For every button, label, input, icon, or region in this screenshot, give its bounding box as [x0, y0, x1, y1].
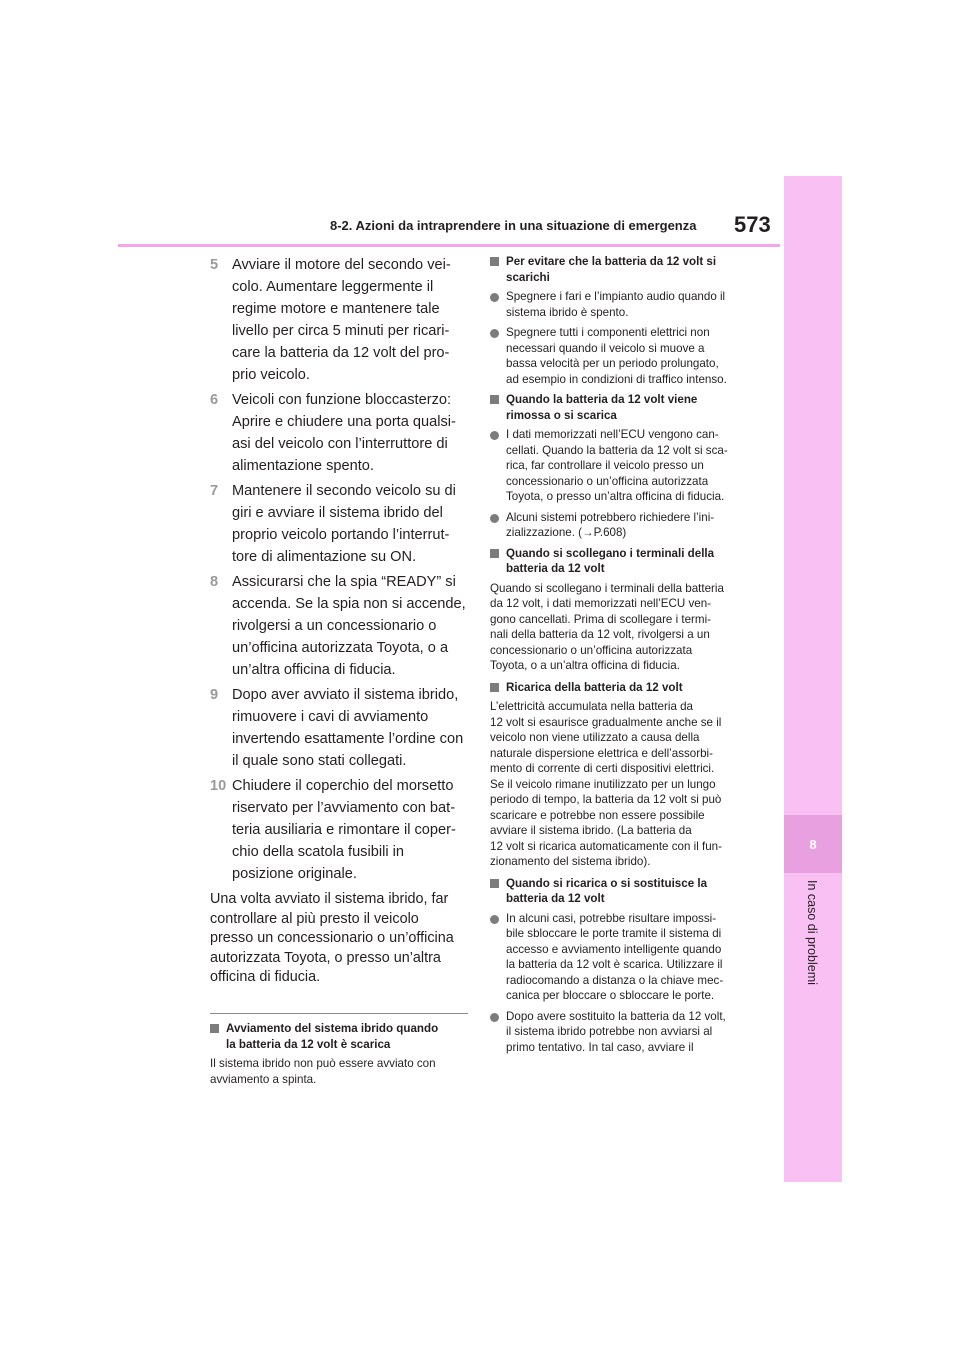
text-line: necessari quando il veicolo si muove a: [506, 341, 705, 355]
text-line: il sistema ibrido potrebbe non avviarsi al: [506, 1025, 713, 1038]
text-line: bile sbloccare le porte tramite il sistema di: [506, 927, 722, 940]
section-heading: [490, 680, 762, 696]
text-line: canica per bloccare o sbloccare le porte.: [506, 989, 715, 1002]
text-line: Spegnere tutti i componenti elettrici non: [506, 326, 710, 339]
text-line: Se il veicolo rimane inutilizzato per un lungo: [490, 777, 716, 791]
page-number: 573: [734, 212, 771, 237]
step-number: 5: [210, 257, 219, 273]
header-divider: [118, 244, 780, 247]
square-bullet-icon: [490, 395, 499, 404]
text-line: ad esempio in condizioni di traffico intenso.: [506, 372, 727, 386]
bullet-item: [490, 1009, 762, 1056]
text-line: alimentazione spento.: [232, 458, 374, 474]
text-line: accenda. Se la spia non si accende,: [232, 596, 466, 612]
text-line: Toyota, o presso un’altra officina di fiducia.: [506, 490, 725, 503]
square-bullet-icon: [490, 879, 499, 888]
text-line: giri e avviare il sistema ibrido del: [232, 505, 443, 521]
circle-bullet-icon: [490, 329, 499, 338]
bullet-item: [490, 325, 762, 387]
note-heading-text: [226, 1021, 468, 1052]
text-line: veicolo non viene utilizzato a causa della: [490, 731, 700, 744]
step-item: [210, 480, 468, 568]
text-line: rivolgersi a un concessionario o: [232, 618, 437, 634]
text-line: Toyota, o a un’altra officina di fiducia.: [490, 659, 680, 672]
text-line: la batteria da 12 volt è scarica. Utilizzare il: [506, 958, 723, 971]
text-line: primo tentativo. In tal caso, avviare il: [506, 1040, 694, 1054]
text-line: da 12 volt, i dati memorizzati nell’ECU ven-: [490, 597, 712, 610]
text-line: invertendo esattamente l’ordine con: [232, 731, 464, 747]
text-line: avviamento a spinta.: [210, 1072, 317, 1086]
text-line: 12 volt si ricarica automaticamente con il fun-: [490, 839, 722, 853]
text-line: rimuovere i cavi di avviamento: [232, 709, 429, 725]
text-line: zionamento del sistema ibrido).: [490, 855, 651, 868]
text-line: concessionario o un’officina autorizzata: [490, 643, 693, 657]
circle-bullet-icon: [490, 514, 499, 523]
text-line: Chiudere il coperchio del morsetto: [232, 778, 454, 794]
text-line: la batteria da 12 volt è scarica: [226, 1037, 391, 1051]
text-line: gono cancellati. Prima di scollegare i termi-: [490, 612, 712, 626]
text-line: colo. Aumentare leggermente il: [232, 279, 434, 295]
text-line: teria ausiliaria e rimontare il coper-: [232, 822, 456, 838]
text-line: Ricarica della batteria da 12 volt: [506, 680, 683, 694]
text-line: periodo di tempo, la batteria da 12 volt si può: [490, 793, 722, 806]
text-line: scaricare e potrebbe non essere possibile: [490, 808, 705, 822]
text-line: I dati memorizzati nell’ECU vengono can-: [506, 428, 719, 441]
text-line: chio della scatola fusibili in: [232, 844, 404, 860]
text-line: proprio veicolo portando l’interrut-: [232, 527, 450, 543]
text-line: un’altra officina di fiducia.: [232, 662, 396, 678]
text-line: In alcuni casi, potrebbe risultare impossi-: [506, 911, 717, 925]
steps-list: [210, 254, 468, 885]
section-heading: [490, 876, 762, 907]
bullet-item: [490, 510, 762, 541]
chapter-label-container: [803, 880, 823, 1040]
text-line: mento di corrente di certi dispositivi elettrici.: [490, 762, 715, 775]
text-line: Assicurarsi che la spia “READY” si: [232, 574, 456, 590]
square-bullet-icon: [490, 549, 499, 558]
step-number: 7: [210, 483, 219, 499]
text-line: Spegnere i fari e l’impianto audio quando il: [506, 290, 726, 303]
text-line: asi del veicolo con l’interruttore di: [232, 436, 448, 452]
section-body: [490, 699, 762, 870]
step-item: [210, 775, 468, 885]
section-body: [490, 581, 762, 674]
closing-paragraph: [210, 890, 468, 988]
square-bullet-icon: [490, 257, 499, 266]
section-heading: [490, 254, 762, 285]
text-line: sistema ibrido è spento.: [506, 305, 629, 319]
text-line: scarichi: [506, 270, 550, 284]
text-line: livello per circa 5 minuti per ricari-: [232, 323, 450, 339]
text-line: batteria da 12 volt: [506, 562, 605, 575]
bullet-item: [490, 289, 762, 320]
text-line: bassa velocità per un periodo prolungato,: [506, 357, 719, 370]
bullet-item: [490, 911, 762, 1004]
left-note: [210, 1021, 468, 1093]
text-line: Alcuni sistemi potrebbero richiedere l’ini-: [506, 510, 715, 524]
left-column: [210, 254, 468, 988]
text-line: autorizzata Toyota, o presso un’altra: [210, 949, 441, 966]
text-line: Quando si ricarica o si sostituisce la: [506, 876, 708, 890]
text-line: il quale sono stati collegati.: [232, 753, 407, 769]
step-item: [210, 389, 468, 477]
text-line: accesso e avviamento intelligente quando: [506, 942, 722, 956]
note-heading: [210, 1021, 468, 1052]
text-line: regime motore e mantenere tale: [232, 301, 440, 317]
chapter-label: In caso di problemi: [805, 880, 819, 985]
text-line: avviare il sistema ibrido. (La batteria da: [490, 824, 692, 837]
text-line: posizione originale.: [232, 866, 357, 882]
text-line: cellati. Quando la batteria da 12 volt si sca-: [506, 443, 728, 457]
step-item: [210, 684, 468, 772]
square-bullet-icon: [490, 683, 499, 692]
step-number: 9: [210, 687, 219, 703]
circle-bullet-icon: [490, 1013, 499, 1022]
note-body: [210, 1056, 468, 1087]
step-item: [210, 571, 468, 681]
step-number: 6: [210, 392, 219, 408]
text-line: Per evitare che la batteria da 12 volt si: [506, 255, 717, 268]
text-line: Veicoli con funzione bloccasterzo:: [232, 392, 452, 408]
text-line: rica, far controllare il veicolo presso un: [506, 459, 704, 472]
text-line: L’elettricità accumulata nella batteria da: [490, 700, 694, 713]
step-number: 10: [210, 778, 227, 794]
section-heading: [490, 546, 762, 577]
step-item: [210, 254, 468, 386]
text-line: batteria da 12 volt: [506, 892, 605, 905]
text-line: radiocomando a distanza o la chiave mec-: [506, 973, 724, 987]
text-line: Dopo aver avviato il sistema ibrido,: [232, 687, 459, 703]
text-line: Quando si scollegano i terminali della batteria: [490, 581, 724, 595]
text-line: Avviare il motore del secondo vei-: [232, 257, 451, 273]
text-line: Avviamento del sistema ibrido quando: [226, 1022, 439, 1035]
text-line: riservato per l’avviamento con bat-: [232, 800, 456, 816]
text-line: Quando si scollegano i terminali della: [506, 546, 715, 560]
section-title: 8-2. Azioni da intraprendere in una situazione di emergenza: [330, 218, 697, 233]
text-line: Aprire e chiudere una porta qualsi-: [232, 414, 456, 430]
text-line: Il sistema ibrido non può essere avviato con: [210, 1057, 436, 1070]
note-divider: [210, 1013, 468, 1014]
text-line: presso un concessionario o un’officina: [210, 930, 454, 946]
bullet-item: [490, 427, 762, 505]
circle-bullet-icon: [490, 431, 499, 440]
text-line: officina di fiducia.: [210, 969, 321, 985]
square-bullet-icon: [210, 1024, 219, 1033]
circle-bullet-icon: [490, 915, 499, 924]
text-line: concessionario o un’officina autorizzata: [506, 474, 709, 488]
right-column: [490, 254, 762, 1060]
chapter-number: 8: [784, 815, 842, 873]
text-line: zializzazione. (→P.608): [506, 526, 627, 539]
text-line: prio veicolo.: [232, 367, 310, 383]
text-line: care la batteria da 12 volt del pro-: [232, 345, 450, 361]
text-line: Quando la batteria da 12 volt viene: [506, 393, 698, 406]
text-line: tore di alimentazione su ON.: [232, 549, 417, 565]
text-line: nali della batteria da 12 volt, rivolgersi a un: [490, 628, 710, 641]
text-line: rimossa o si scarica: [506, 408, 617, 422]
text-line: un’officina autorizzata Toyota, o a: [232, 640, 449, 656]
text-line: 12 volt si esaurisce gradualmente anche se il: [490, 715, 722, 729]
text-line: Dopo avere sostituito la batteria da 12 volt,: [506, 1009, 726, 1023]
circle-bullet-icon: [490, 293, 499, 302]
text-line: Una volta avviato il sistema ibrido, far: [210, 891, 449, 907]
section-heading: [490, 392, 762, 423]
step-number: 8: [210, 574, 219, 590]
text-line: naturale dispersione elettrica e dell’assorbi-: [490, 746, 713, 760]
text-line: Mantenere il secondo veicolo su di: [232, 483, 456, 499]
text-line: controllare al più presto il veicolo: [210, 910, 419, 927]
